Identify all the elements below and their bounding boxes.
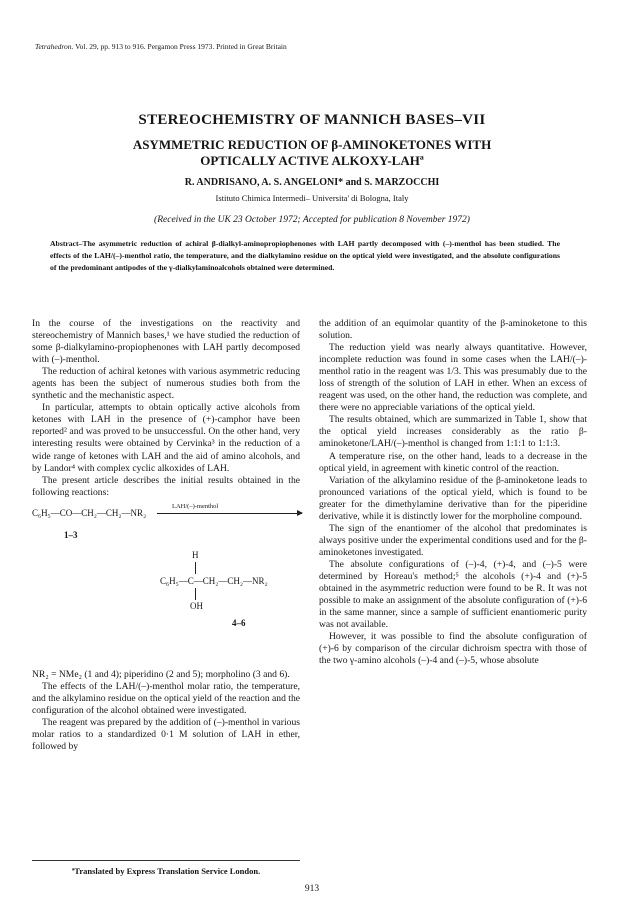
footnote: ªTranslated by Express Translation Service London. bbox=[71, 866, 261, 876]
paragraph: Variation of the alkylamino residue of the β-aminoketone leads to pronounced variations of the optical yield, which is found to be greater for the dimethylamine derivative than for the piperidine derivative, while it is distinctly lower for the morpholine compound. bbox=[319, 474, 587, 522]
paragraph: The present article describes the initial results obtained in the following reactions: bbox=[32, 474, 300, 498]
bond-line bbox=[195, 588, 196, 600]
paragraph: The reagent was prepared by the addition of (–)-menthol in various molar ratios to a standardized 0·1 M solution of LAH in ether, followed by bbox=[32, 716, 300, 752]
bond-line bbox=[195, 562, 196, 574]
paragraph: the addition of an equimolar quantity of the β-aminoketone to this solution. bbox=[319, 318, 587, 342]
journal-details: Vol. 29, pp. 913 to 916. Pergamon Press 1973. Printed in Great Britain bbox=[73, 42, 287, 51]
paragraph: In particular, attempts to obtain optically active alcohols from ketones with LAH in the presence of (+)-camphor have been reported² and was proved to be unsuccessful. On the other hand, very interesting results were obtained by Cervinka³ in the reduction of a wide range of ketones with LAH and the aid of amino alcohols, and by Landor⁴ with complex cyclic alkoxides of LAH. bbox=[32, 402, 300, 474]
page-number: 913 bbox=[304, 884, 320, 894]
paragraph: The sign of the enantiomer of the alcohol that predominates is always positive under the experimental conditions used and for the β-aminoketones investigated. bbox=[319, 522, 587, 558]
paragraph: The effects of the LAH/(–)-menthol molar ratio, the temperature, and the alkylamino residue on the optical yield of the reaction and the configuration of the alcohol obtained were investigated. bbox=[32, 680, 301, 716]
paragraph: NR₂ = NMe₂ (1 and 4); piperidino (2 and 5); morpholino (3 and 6). bbox=[32, 668, 290, 680]
reaction-arrow bbox=[157, 513, 302, 514]
footnote-rule bbox=[32, 860, 300, 861]
reagent-label: LAH/(–)-menthol bbox=[172, 502, 219, 510]
right-column bbox=[319, 318, 587, 667]
product-compound-numbers: 4–6 bbox=[232, 617, 246, 628]
product-hydrogen: H bbox=[192, 549, 199, 560]
left-column bbox=[32, 318, 300, 753]
paragraph: The reduction yield was nearly always quantitative. However, incomplete reduction was found in some cases when the LAH/(–)-menthol ratio in the reagent was 1/3. This was presumably due to the loss of strength of the solution of LAH in ether. When an excess of reagent was used, on the other hand, the reduction was complete, and there were no appreciable variations of the optical yield. bbox=[319, 342, 587, 414]
paragraph: The absolute configurations of (–)-4, (+)-4, and (–)-5 were determined by Horeau's method;⁵ the alcohols (+)-4 and (+)-5 obtained in the asymmetric reduction were found to be R. It was not possible to make an assignment of the absolute configuration of (+)-6 in the same manner, since a sample of sufficient enantiomeric purity was not available. bbox=[319, 558, 587, 631]
subtitle-line-1: ASYMMETRIC REDUCTION OF β-AMINOKETONES WITH bbox=[132, 137, 492, 152]
paragraph: A temperature rise, on the other hand, leads to a decrease in the optical yield, in agreement with kinetic control of the reaction. bbox=[319, 450, 587, 474]
affiliation: Istituto Chimica Intermedi– Universita' di Bologna, Italy bbox=[215, 193, 409, 203]
paragraph: However, it was possible to find the absolute configuration of (+)-6 by comparison of the circular dichroism spectra with those of the two γ-amino alcohols (–)-4 and (–)-5, whose absolute bbox=[319, 631, 587, 667]
paragraph: The reduction of achiral ketones with various asymmetric reducing agents has been the subject of numerous studies both from the synthetic and the mechanistic aspect. bbox=[32, 366, 300, 402]
reaction-scheme bbox=[32, 499, 300, 669]
reactant-compound-numbers: 1–3 bbox=[64, 529, 78, 540]
abstract-label: Abstract bbox=[50, 239, 79, 248]
journal-header bbox=[35, 42, 287, 51]
article-subtitle bbox=[0, 137, 624, 169]
journal-name: Tetrahedron. bbox=[35, 42, 74, 51]
product-hydroxyl: OH bbox=[190, 600, 203, 611]
subtitle-line-2: OPTICALLY ACTIVE ALKOXY-LAHª bbox=[200, 153, 424, 168]
abstract bbox=[50, 238, 560, 275]
received-dates: (Received in the UK 23 October 1972; Accepted for publication 8 November 1972) bbox=[154, 215, 470, 225]
paragraph: The results obtained, which are summarized in Table 1, show that the optical yield increases considerably as the ratio β-aminoketone/LAH/(–)-menthol is changed from 1:1:1 to 1:1:3. bbox=[319, 414, 587, 450]
product-formula: C₆H₅—C—CH₂—CH₂—NR₂ bbox=[160, 575, 268, 586]
article-title: STEREOCHEMISTRY OF MANNICH BASES–VII bbox=[138, 112, 486, 128]
paragraph: In the course of the investigations on the reactivity and stereochemistry of Mannich bases,¹ we have studied the reduction of some β-dialkylamino-propiophenones with LAH partly decomposed with (–)-menthol. bbox=[32, 318, 300, 366]
reactant-formula: C₆H₅—CO—CH₂—CH₂—NR₂ bbox=[32, 507, 147, 518]
authors: R. ANDRISANO, A. S. ANGELONI* and S. MARZOCCHI bbox=[184, 177, 440, 188]
abstract-text: –The asymmetric reduction of achiral β-dialkyl-aminopropiophenones with LAH partly decomposed with (–)-menthol has been studied. The effects of the LAH/(–)-menthol ratio, the temperature, and the dialkylamino residue on the optical yield were investigated, and the absolute configurations of the predominant antipodes of the γ-dialkylaminoalcohols obtained were determined. bbox=[50, 239, 560, 273]
